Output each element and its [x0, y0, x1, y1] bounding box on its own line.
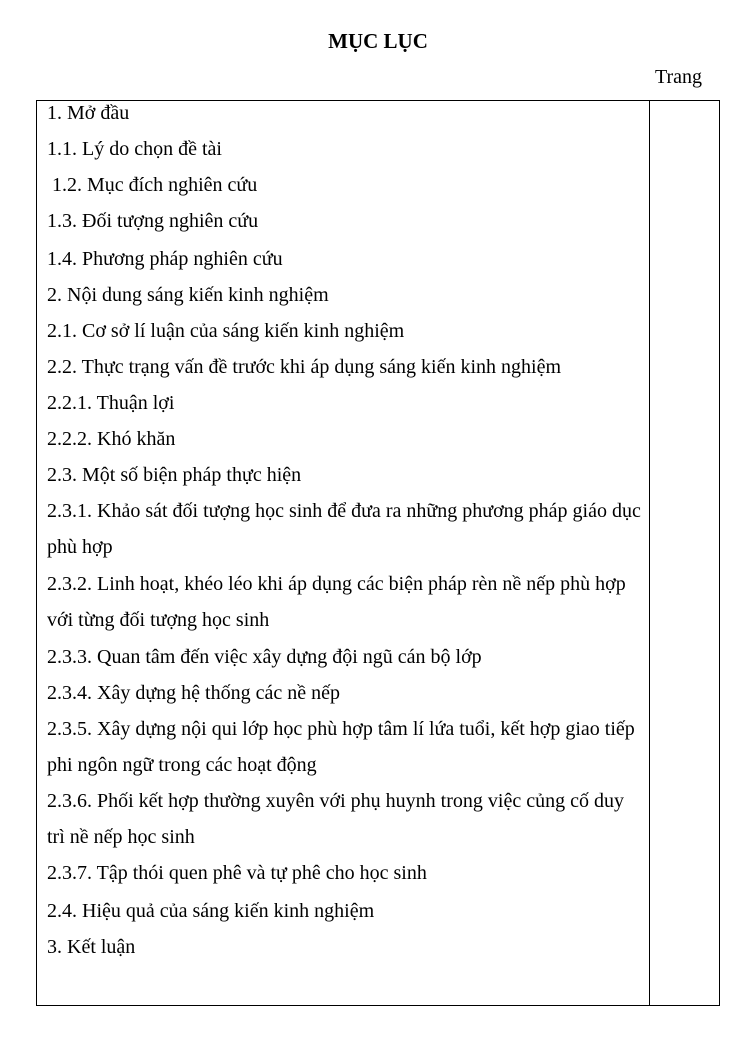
- toc-entry[interactable]: 2.3.2. Linh hoạt, khéo léo khi áp dụng các biện pháp rèn nề nếp phù hợp với từng đối tượng học sinh: [47, 573, 626, 631]
- toc-entry[interactable]: 2.3.7. Tập thói quen phê và tự phê cho học sinh: [47, 862, 427, 884]
- toc-entry[interactable]: 2.3.1. Khảo sát đối tượng học sinh để đưa ra những phương pháp giáo dục phù hợp: [47, 500, 641, 558]
- toc-entry[interactable]: 3. Kết luận: [47, 936, 136, 958]
- toc-entry[interactable]: 2.3.6. Phối kết hợp thường xuyên với phụ huynh trong việc củng cố duy trì nề nếp học sinh: [47, 790, 624, 848]
- page-column-divider: [649, 101, 650, 1005]
- table-of-contents: [36, 100, 720, 1006]
- toc-entry[interactable]: 1.3. Đối tượng nghiên cứu: [47, 210, 259, 232]
- toc-entry[interactable]: 2.4. Hiệu quả của sáng kiến kinh nghiệm: [47, 900, 375, 922]
- toc-entry[interactable]: 2.3.5. Xây dựng nội qui lớp học phù hợp tâm lí lứa tuổi, kết hợp giao tiếp phi ngôn ngữ trong các hoạt động: [47, 718, 635, 776]
- toc-entry[interactable]: 2.3. Một số biện pháp thực hiện: [47, 464, 302, 486]
- page-title: MỤC LỤC: [328, 29, 428, 53]
- toc-entry[interactable]: 1.2. Mục đích nghiên cứu: [47, 174, 258, 196]
- page-column-label: Trang: [655, 66, 703, 88]
- toc-entry[interactable]: 2.2. Thực trạng vấn đề trước khi áp dụng sáng kiến kinh nghiệm: [47, 356, 562, 378]
- toc-entry[interactable]: 2.1. Cơ sở lí luận của sáng kiến kinh nghiệm: [47, 320, 405, 342]
- toc-entry[interactable]: 1.4. Phương pháp nghiên cứu: [47, 248, 283, 270]
- toc-entry[interactable]: 2. Nội dung sáng kiến kinh nghiệm: [47, 284, 329, 306]
- toc-entry[interactable]: 2.3.4. Xây dựng hệ thống các nề nếp: [47, 682, 340, 704]
- toc-entry[interactable]: 1. Mở đầu: [47, 102, 130, 124]
- toc-entry[interactable]: 2.2.2. Khó khăn: [47, 428, 176, 450]
- toc-entry[interactable]: 1.1. Lý do chọn đề tài: [47, 138, 222, 160]
- toc-entry[interactable]: 2.2.1. Thuận lợi: [47, 392, 175, 414]
- toc-entry[interactable]: 2.3.3. Quan tâm đến việc xây dựng đội ngũ cán bộ lớp: [47, 646, 482, 668]
